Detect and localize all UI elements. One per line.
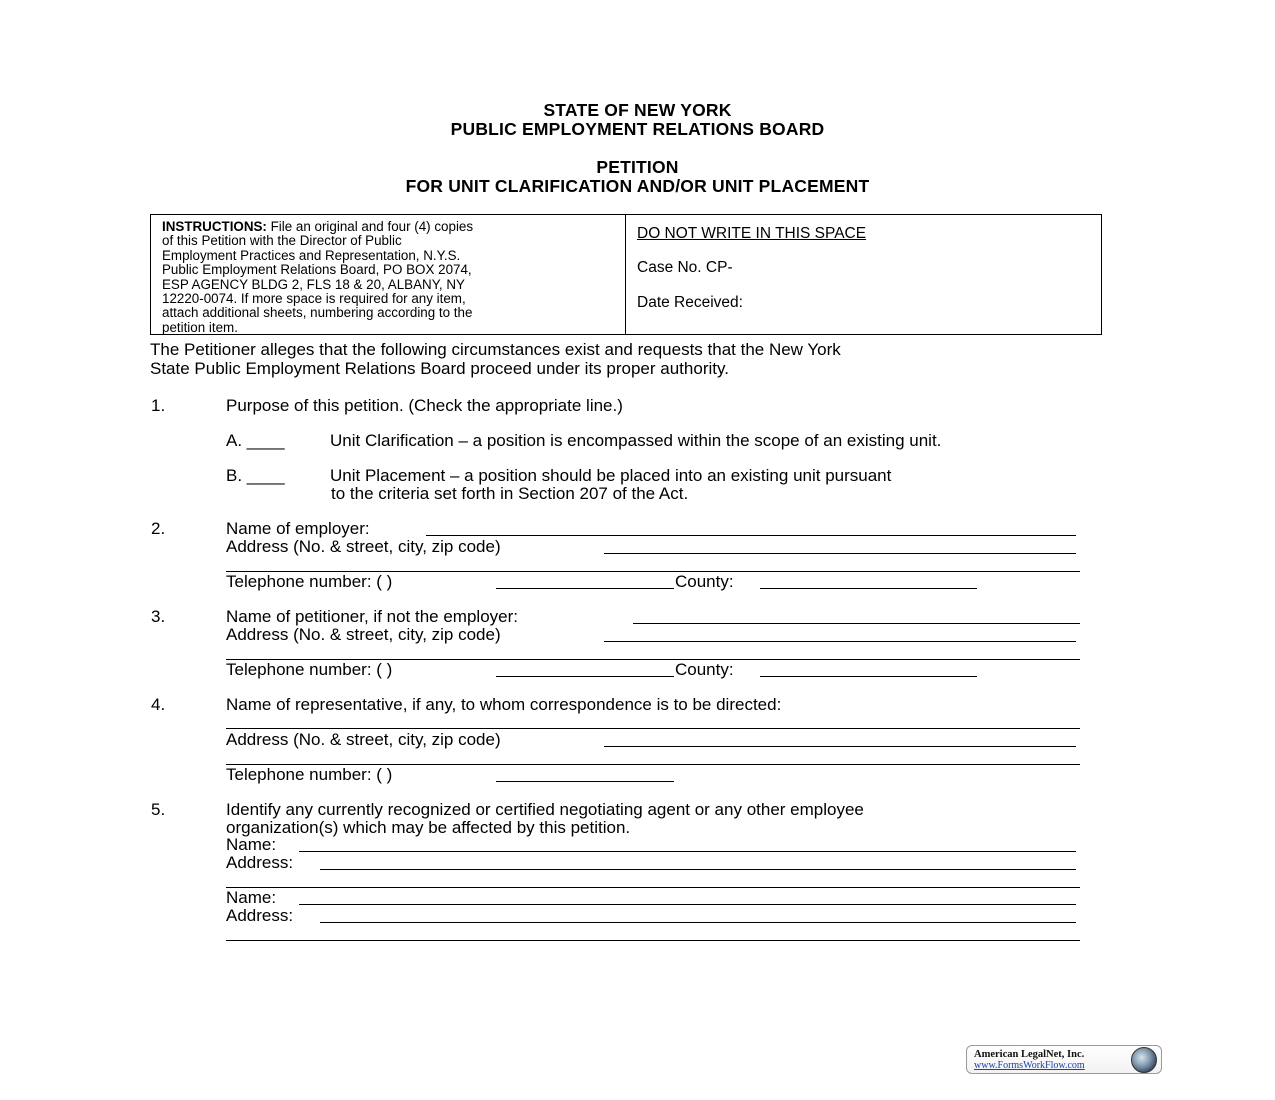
instructions-label: INSTRUCTIONS:: [162, 219, 267, 234]
instructions-line-2: Employment Practices and Representation, N.Y.S.: [162, 247, 461, 263]
item-4-number: 4.: [151, 695, 166, 714]
option-b-checkline[interactable]: B. ____: [226, 466, 285, 485]
organization-1-address-label: Address:: [226, 853, 294, 872]
logo-url-link[interactable]: www.FormsWorkFlow.com: [974, 1060, 1085, 1071]
employer-county-label: County:: [675, 572, 734, 591]
intro-line-1: The Petitioner alleges that the following circumstances exist and requests that the New York: [150, 340, 841, 359]
item-2-number: 2.: [151, 519, 166, 538]
instructions-line-3: Public Employment Relations Board, PO BOX 2074,: [162, 262, 472, 278]
american-legalnet-logo[interactable]: [966, 1045, 1162, 1074]
option-b-label-1: Unit Placement – a position should be placed into an existing unit pursuant: [330, 466, 892, 485]
option-b-label-2: to the criteria set forth in Section 207 of the Act.: [331, 484, 689, 503]
office-use-panel: [626, 215, 1101, 334]
representative-telephone-label: Telephone number: ( ): [226, 765, 393, 784]
header-board: PUBLIC EMPLOYMENT RELATIONS BOARD: [450, 119, 825, 139]
organization-2-address-field[interactable]: [320, 922, 1076, 923]
item-5-text-1: Identify any currently recognized or certified negotiating agent or any other employee: [226, 800, 864, 819]
instructions-line-0: File an original and four (4) copies: [266, 219, 474, 234]
item-5-text-2: organization(s) which may be affected by this petition.: [226, 818, 631, 837]
employer-name-field[interactable]: [426, 535, 1076, 536]
globe-icon: [1131, 1047, 1157, 1073]
employer-address-label: Address (No. & street, city, zip code): [226, 537, 501, 556]
employer-telephone-field[interactable]: [496, 588, 674, 589]
date-received-field: Date Received:: [637, 294, 743, 311]
employer-county-field[interactable]: [760, 588, 977, 589]
header-state: STATE OF NEW YORK: [543, 100, 732, 120]
representative-telephone-field[interactable]: [496, 781, 674, 782]
petitioner-telephone-label: Telephone number: ( ): [226, 660, 393, 679]
instructions-line-1: of this Petition with the Director of Public: [162, 233, 402, 249]
petitioner-name-field[interactable]: [633, 623, 1080, 624]
petitioner-address-field[interactable]: [604, 641, 1076, 642]
instructions-line-6: attach additional sheets, numbering according to the: [162, 305, 473, 321]
employer-name-label: Name of employer:: [226, 519, 370, 538]
organization-2-address-field-2[interactable]: [226, 940, 1080, 941]
petitioner-address-label: Address (No. & street, city, zip code): [226, 625, 501, 644]
instructions-line-5: 12220-0074. If more space is required for any item,: [162, 291, 466, 307]
employer-address-field[interactable]: [604, 553, 1076, 554]
instructions-panel: [151, 215, 626, 334]
organization-1-address-field[interactable]: [320, 869, 1076, 870]
item-3-number: 3.: [151, 607, 166, 626]
instructions-box: [150, 214, 1102, 335]
instructions-line-4: ESP AGENCY BLDG 2, FLS 18 & 20, ALBANY, NY: [162, 276, 465, 292]
petitioner-county-field[interactable]: [760, 676, 977, 677]
organization-2-name-label: Name:: [226, 888, 277, 907]
organization-2-address-label: Address:: [226, 906, 294, 925]
option-a-checkline[interactable]: A. ____: [226, 431, 285, 450]
logo-company: American LegalNet, Inc.: [974, 1049, 1085, 1060]
organization-1-name-label: Name:: [226, 835, 277, 854]
office-use-heading: DO NOT WRITE IN THIS SPACE: [637, 225, 867, 242]
form-subtitle: FOR UNIT CLARIFICATION AND/OR UNIT PLACEMENT: [405, 176, 870, 196]
case-number-field: Case No. CP-: [637, 259, 733, 276]
representative-address-field[interactable]: [604, 746, 1076, 747]
representative-name-field[interactable]: [226, 728, 1080, 729]
instructions-line-7: petition item.: [162, 319, 238, 334]
employer-telephone-label: Telephone number: ( ): [226, 572, 393, 591]
item-1-text: Purpose of this petition. (Check the appropriate line.): [226, 396, 623, 415]
intro-line-2: State Public Employment Relations Board proceed under its proper authority.: [150, 359, 729, 378]
representative-address-label: Address (No. & street, city, zip code): [226, 730, 501, 749]
item-1-number: 1.: [151, 396, 166, 415]
organization-1-address-field-2[interactable]: [226, 887, 1080, 888]
form-title: PETITION: [596, 157, 679, 177]
petitioner-telephone-field[interactable]: [496, 676, 674, 677]
representative-name-label: Name of representative, if any, to whom correspondence is to be directed:: [226, 695, 782, 714]
organization-1-name-field[interactable]: [299, 851, 1076, 852]
petitioner-name-label: Name of petitioner, if not the employer:: [226, 607, 518, 626]
organization-2-name-field[interactable]: [299, 904, 1076, 905]
option-a-label: Unit Clarification – a position is encompassed within the scope of an existing unit.: [330, 431, 942, 450]
item-5-number: 5.: [151, 800, 166, 819]
petitioner-county-label: County:: [675, 660, 734, 679]
